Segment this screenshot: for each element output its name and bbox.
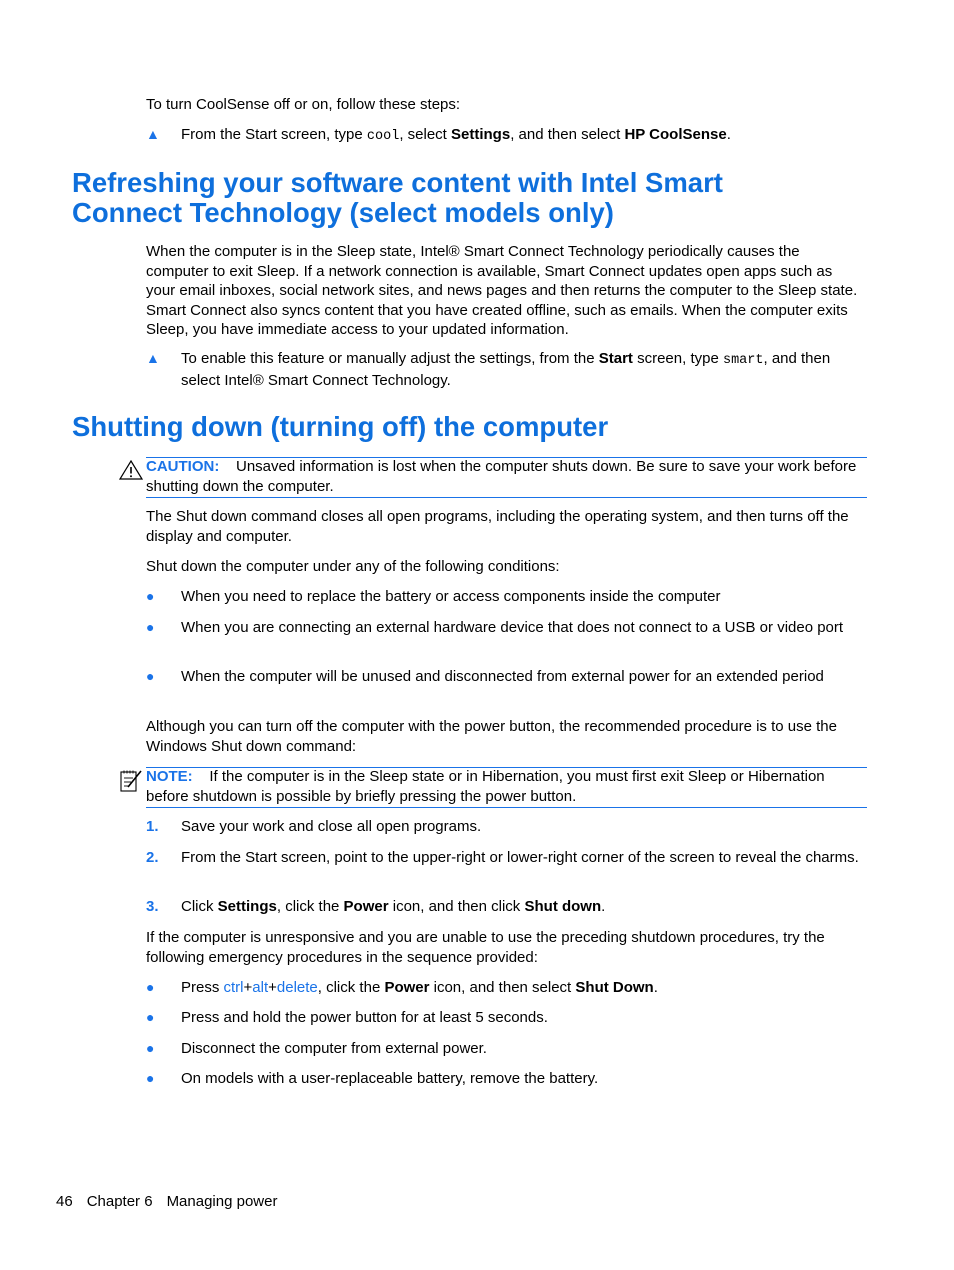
page-number: 46: [56, 1193, 73, 1210]
caution-icon: [119, 460, 143, 480]
bullet-icon: ●: [146, 588, 155, 604]
bullet-icon: ●: [146, 668, 155, 684]
emergency-item: Disconnect the computer from external power.: [181, 1040, 487, 1057]
caution-callout: CAUTION: Unsaved information is lost when the computer shuts down. Be sure to save your work before shutting down the computer.: [146, 458, 857, 495]
step-number: 3.: [146, 898, 159, 915]
condition-item: When the computer will be unused and disconnected from external power for an extended period: [181, 668, 824, 685]
section-heading-shutting-down: Shutting down (turning off) the computer: [72, 411, 609, 442]
step-number: 1.: [146, 818, 159, 835]
step-number: 2.: [146, 849, 159, 866]
shutdown-paragraph-1: The Shut down command closes all open programs, including the operating system, and then turns off the display and computer.: [146, 508, 849, 545]
note-label: NOTE:: [146, 768, 193, 785]
bullet-icon: ●: [146, 1009, 155, 1025]
shutdown-paragraph-2: Shut down the computer under any of the following conditions:: [146, 558, 560, 575]
caution-label: CAUTION:: [146, 458, 220, 475]
key-delete-link[interactable]: delete: [276, 979, 318, 996]
emergency-item: Press and hold the power button for at least 5 seconds.: [181, 1009, 548, 1026]
chapter-title: Managing power: [166, 1193, 278, 1210]
emergency-item: On models with a user-replaceable battery, remove the battery.: [181, 1070, 599, 1087]
triangle-bullet-icon: ▲: [146, 350, 160, 366]
intro-text: To turn CoolSense off or on, follow these steps:: [146, 96, 461, 113]
callout-bottom-rule: [146, 807, 867, 808]
key-ctrl-link[interactable]: ctrl: [223, 979, 244, 996]
smart-connect-paragraph: When the computer is in the Sleep state, Intel® Smart Connect Technology periodically causes the computer to exit Sleep. If a network connection is available, Smart Connect updates open apps such as your email inboxes, social network sites, and news pages and then returns the computer to the Sleep state. Smart Connect also syncs content that you have created offline, such as emails. When the computer exits Sleep, you have immediate access to your updated information.: [146, 243, 858, 338]
key-alt-link[interactable]: alt: [252, 979, 269, 996]
step-item: From the Start screen, point to the upper-right or lower-right corner of the screen to reveal the charms.: [181, 849, 859, 866]
callout-bottom-rule: [146, 497, 867, 498]
emergency-item: Press ctrl+alt+delete, click the Power icon, and then select Shut Down.: [181, 979, 658, 996]
bullet-icon: ●: [146, 979, 155, 995]
step-item: Save your work and close all open programs.: [181, 818, 482, 835]
shutdown-paragraph-3: Although you can turn off the computer with the power button, the recommended procedure is to use the Windows Shut down command:: [146, 718, 837, 755]
emergency-paragraph: If the computer is unresponsive and you are unable to use the preceding shutdown procedures, try the following emergency procedures in the sequence provided:: [146, 929, 825, 966]
bullet-icon: ●: [146, 619, 155, 635]
smart-connect-step: To enable this feature or manually adjust the settings, from the Start screen, type smart, and then select Intel® Smart Connect Technology.: [181, 350, 831, 389]
condition-item: When you need to replace the battery or access components inside the computer: [181, 588, 721, 605]
code-cool: cool: [366, 129, 400, 144]
page-footer: [56, 1192, 291, 1212]
condition-item: When you are connecting an external hardware device that does not connect to a USB or video port: [181, 619, 844, 636]
triangle-bullet-icon: ▲: [146, 126, 160, 142]
section-heading-smart-connect: Refreshing your software content with Intel Smart Connect Technology (select models only): [72, 167, 723, 228]
bullet-icon: ●: [146, 1040, 155, 1056]
step-item: Click Settings, click the Power icon, and then click Shut down.: [181, 898, 606, 915]
note-icon: [119, 769, 143, 793]
bullet-icon: ●: [146, 1070, 155, 1086]
code-smart: smart: [722, 353, 764, 368]
chapter-label: Chapter 6: [86, 1193, 153, 1210]
coolsense-step: From the Start screen, type cool, select Settings, and then select HP CoolSense.: [181, 126, 731, 144]
note-callout: NOTE: If the computer is in the Sleep state or in Hibernation, you must first exit Sleep or Hibernation before shutdown is possible by briefly pressing the power button.: [146, 768, 825, 805]
